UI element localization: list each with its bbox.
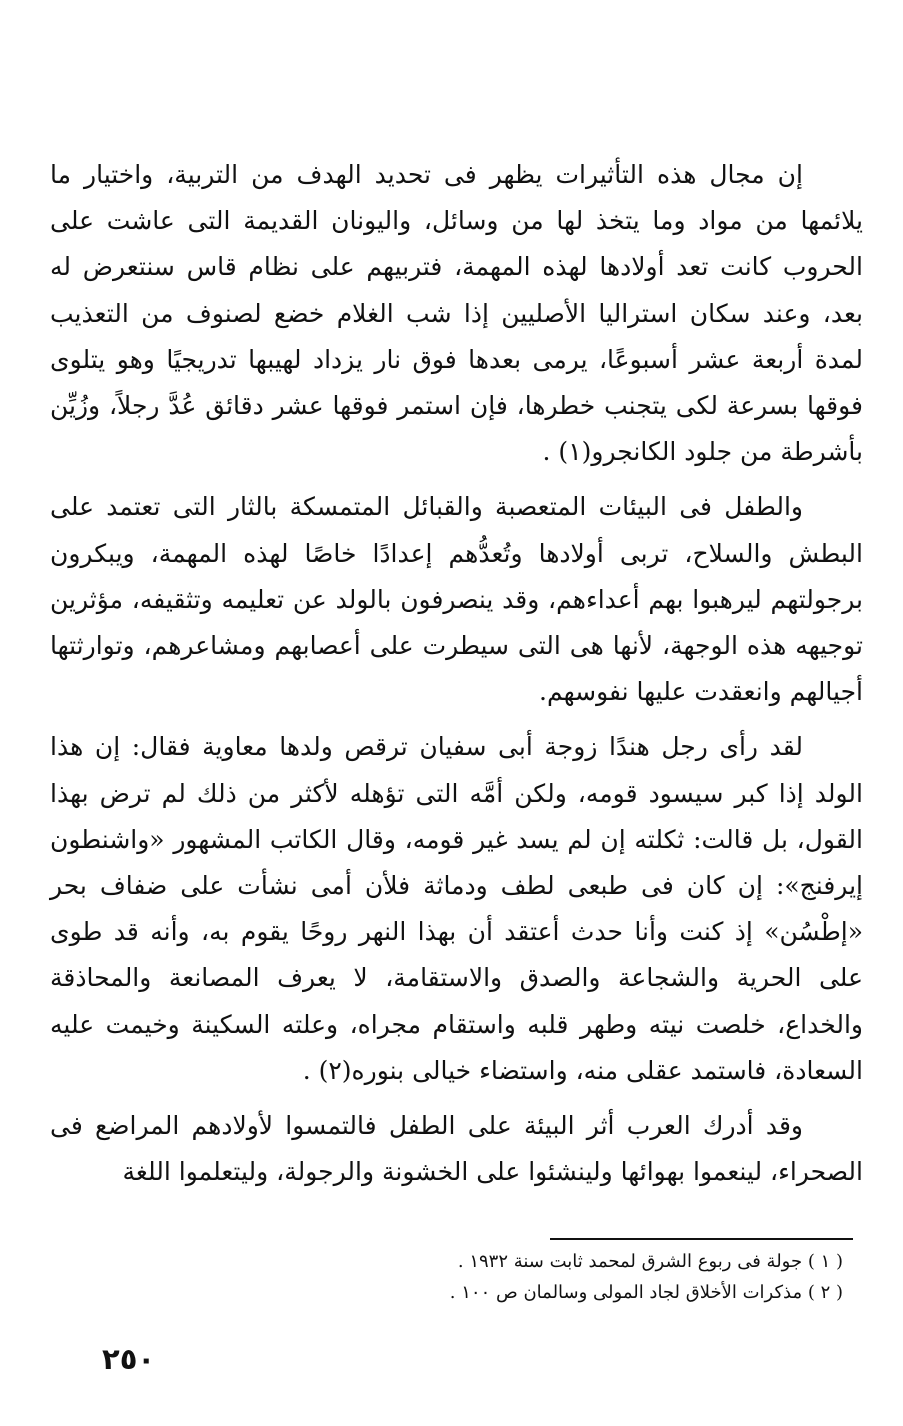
footnote-1: ( ١ ) جولة فى ربوع الشرق لمحمد ثابت سنة ١٩٣٢ . [457, 1251, 843, 1272]
paragraph-tribal-upbringing: والطفل فى البيئات المتعصبة والقبائل المتمسكة بالثار التى تعتمد على البطش والسلاح، تربى أولادها وتُعدُّهم إعدادًا خاصًا لهذه المهمة، ويبكرون برجولتهم ليرهبوا بهم أعداءهم، وقد ينصرفون بالولد عن تعليمه وتثقيفه، مؤثرين توجيهه هذه الوجهة، لأنها هى التى سيطرت على أعصابهم ومشاعرهم، وتوارثتها أجيالهم وانعقدت عليها نفوسهم. [50, 492, 863, 707]
page-number: ٢٥٠ [102, 1342, 156, 1376]
footnote-2: ( ٢ ) مذكرات الأخلاق لجاد المولى وسالمان ص ١٠٠ . [449, 1282, 843, 1303]
body-text [50, 152, 863, 1195]
paragraph-arab-wet-nurses: وقد أدرك العرب أثر البيئة على الطفل فالتمسوا لأولادهم المراضع فى الصحراء، لينعموا بهوائها ولينشئوا على الخشونة والرجولة، وليتعلموا اللغة [50, 1111, 863, 1187]
paragraph-education-goals: إن مجال هذه التأثيرات يظهر فى تحديد الهدف من التربية، واختيار ما يلائمها من مواد وما يتخذ لها من وسائل، واليونان القديمة التى عاشت على الحروب كانت تعد أولادها لهذه المهمة، فتربيهم على نظام قاس سنتعرض له بعد، وعند سكان استراليا الأصليين إذا شب الغلام خضع لصنوف من التعذيب لمدة أربعة عشر أسبوعًا، يرمى بعدها فوق نار يزداد لهيبها تدريجيًا وهو يتلوى فوقها بسرعة لكى يتجنب خطرها، فإن استمر فوقها عشر دقائق عُدَّ رجلاً، وزُيِّن بأشرطة من جلود الكانجرو(١) . [50, 160, 864, 467]
footnote-separator [550, 1238, 853, 1240]
footnotes [283, 1246, 843, 1308]
paragraph-hind-and-irving: لقد رأى رجل هندًا زوجة أبى سفيان ترقص ولدها معاوية فقال: إن هذا الولد إذا كبر سيسود قومه، ولكن أمَّه التى تؤهله لأكثر من ذلك لم ترض بهذا القول، بل قالت: ثكلته إن لم يسد غير قومه، وقال الكاتب المشهور «واشنطون إيرفنج»: إن كان فى طبعى لطف ودماثة فلأن أمى نشأت على ضفاف بحر «إطْسُن» إذ كنت وأنا حدث أعتقد أن بهذا النهر روحًا يقوم به، وأنه قد طوى على الحرية والشجاعة والصدق والاستقامة، لا يعرف المصانعة والمحاذقة والخداع، خلصت نيته وطهر قلبه واستقام مجراه، وعلته السكينة وخيمت عليه السعادة، فاستمد عقلى منه، واستضاء خيالى بنوره(٢) . [50, 732, 863, 1085]
